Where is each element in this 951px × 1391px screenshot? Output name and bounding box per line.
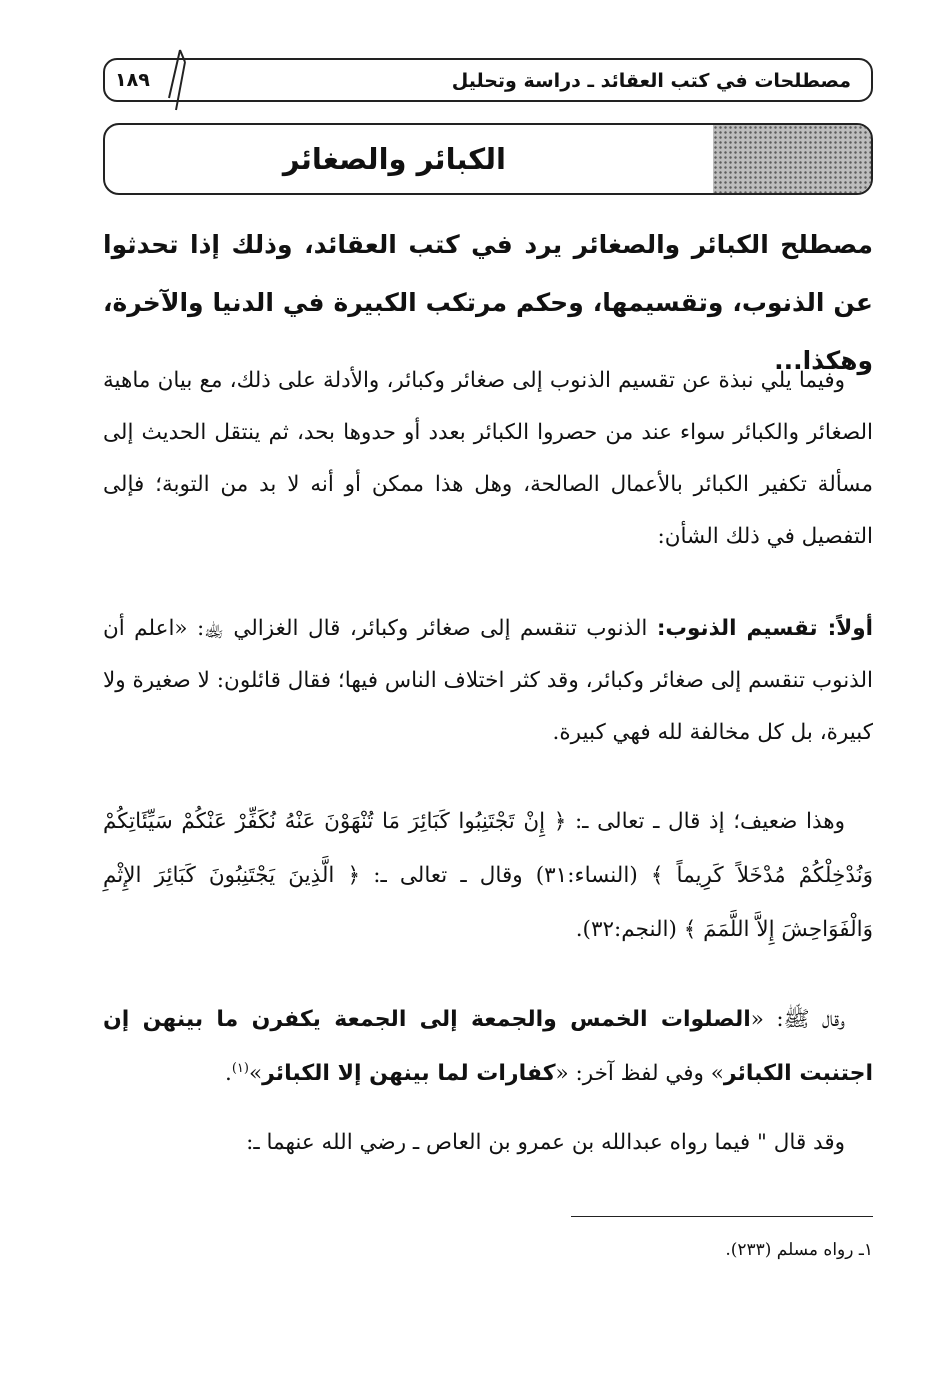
quran-evidence-text: وهذا ضعيف؛ إذ قال ـ تعالى ـ: ﴿ إِنْ تَجْتَنِبُوا كَبَائِرَ مَا تُنْهَوْنَ عَنْهُ نُكَفِّرْ عَنْكُمْ سَيِّئَاتِكُمْ وَنُدْخِلْكُمْ مُدْخَلاً كَرِيماً ﴾ (النساء:٣١) وقال ـ تعالى ـ: ﴿ الَّذِينَ يَجْتَنِبُونَ كَبَائِرَ الإِثْمِ وَالْفَوَاحِشَ إِلاَّ اللَّمَمَ ﴾ (النجم:٣٢). (103, 809, 873, 942)
hadith-paragraph (103, 993, 873, 1101)
division-text: الذنوب تنقسم إلى صغائر وكبائر، قال الغزالي ﵀: «اعلم أن الذنوب تنقسم إلى صغائر وكبائر، وقد كثر اختلاف الناس فيها؛ فقال قائلون: لا صغيرة ولا كبيرة، بل كل مخالفة لله فهي كبيرة. (103, 616, 873, 745)
running-title: مصطلحات في كتب العقائد ـ دراسة وتحليل (451, 70, 851, 92)
hadith-text-1: الصلوات الخمس والجمعة إلى الجمعة يكفرن ما بينهن إن اجتنبت الكبائر (103, 1007, 873, 1086)
footnote-reference: (١) (231, 1060, 249, 1076)
page-number: ١٨٩ (115, 69, 150, 91)
running-header (103, 58, 873, 102)
hadith-period: . (224, 1061, 232, 1086)
narration-text: وقد قال " فيما رواه عبدالله بن عمرو بن العاص ـ رضي الله عنهما ـ: (246, 1130, 845, 1155)
intro-paragraph: مصطلح الكبائر والصغائر يرد في كتب العقائد، وذلك إذا تحدثوا عن الذنوب، وتقسيمها، وحكم مرتكب الكبيرة في الدنيا والآخرة، وهكذا... (103, 230, 873, 375)
hadith-text-2: كفارات لما بينهن إلا الكبائر (262, 1061, 556, 1086)
overview-paragraph (103, 355, 873, 563)
quran-evidence-paragraph (103, 795, 873, 957)
division-paragraph (103, 603, 873, 759)
narration-paragraph (103, 1117, 873, 1169)
footnote-separator (571, 1216, 873, 1217)
section-dot-pattern (713, 125, 871, 193)
hadith-connector: » وفي لفظ آخر: « (555, 1061, 724, 1086)
page-number-slash-ornament (165, 48, 187, 114)
footnote-1: ١ـ رواه مسلم (٢٣٣). (725, 1240, 873, 1260)
hadith-close-quote: » (248, 1061, 263, 1086)
section-title: الكبائر والصغائر (282, 142, 506, 176)
hadith-intro: وقال ﷺ: « (750, 1007, 845, 1032)
page-number-box (111, 64, 195, 96)
division-heading: أولاً: تقسيم الذنوب: (656, 616, 873, 641)
overview-text: وفيما يلي نبذة عن تقسيم الذنوب إلى صغائر وكبائر، والأدلة على ذلك، مع بيان ماهية الصغائر والكبائر سواء عند من حصروا الكبائر بعدد أو حدوها بحد، ثم ينتقل الحديث إلى مسألة تكفير الكبائر بالأعمال الصالحة، وهل هذا ممكن أو أنه لا بد من التوبة؛ فإلى التفصيل في ذلك الشأن: (103, 368, 873, 549)
section-title-box (103, 123, 873, 195)
